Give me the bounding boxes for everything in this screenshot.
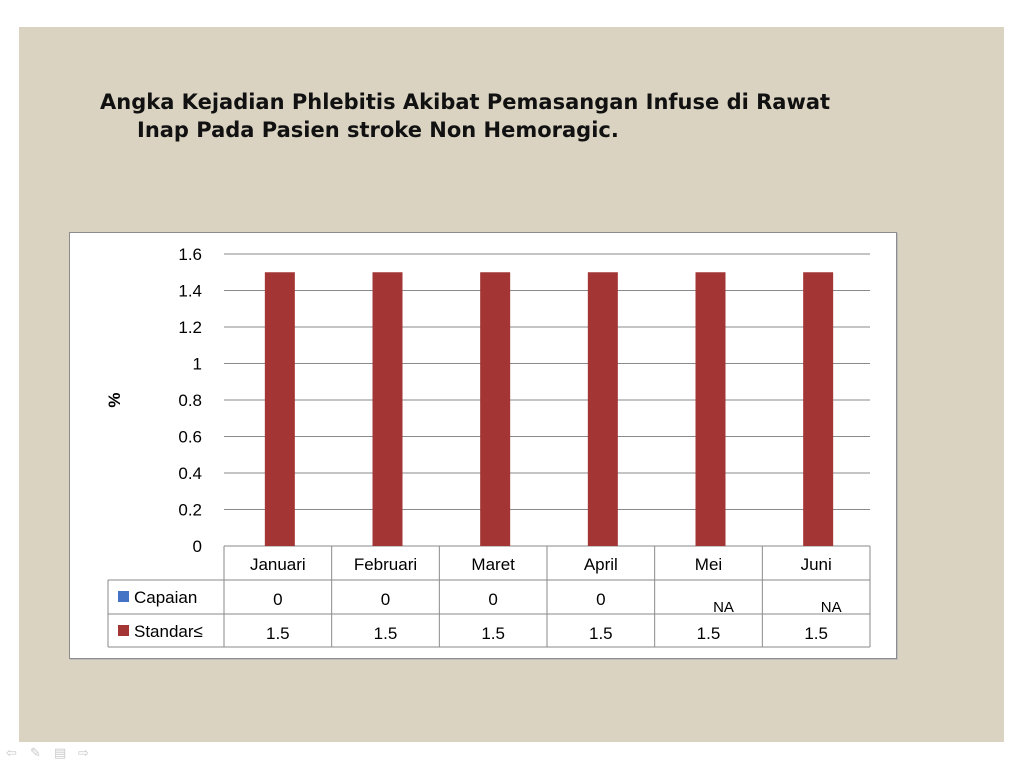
legend-label-capaian: Capaian	[134, 588, 198, 607]
data-table-value: 0	[596, 590, 606, 609]
category-label: Januari	[249, 555, 306, 574]
y-tick-label: 0.2	[178, 500, 202, 520]
bar-standar	[373, 272, 403, 546]
data-table-value: 1.5	[589, 624, 613, 643]
bar-standar	[480, 272, 510, 546]
arrow-right-icon[interactable]: ⇨	[78, 746, 89, 761]
data-table-value: NA	[820, 599, 842, 616]
category-label: Juni	[800, 555, 832, 574]
category-label: Februari	[353, 555, 418, 574]
pen-icon[interactable]: ✎	[30, 746, 41, 761]
arrow-left-icon[interactable]: ⇦	[6, 746, 17, 761]
y-tick-label: 1.6	[178, 245, 202, 264]
slideshow-controls	[0, 746, 110, 766]
category-label: Mei	[694, 555, 723, 574]
data-table-value: 1.5	[804, 624, 828, 643]
title-line-2: Inap Pada Pasien stroke Non Hemoragic.	[137, 118, 619, 142]
y-tick-label: 0.6	[178, 427, 202, 447]
data-table-value: 0	[488, 590, 498, 609]
legend-swatch-standar	[118, 625, 129, 636]
y-tick-label: 1.4	[178, 281, 202, 301]
bar-standar	[696, 272, 726, 546]
data-table-value: 0	[380, 590, 391, 609]
y-tick-label: 0.4	[178, 464, 202, 483]
data-table-value: 1.5	[481, 624, 505, 643]
category-label: Maret	[471, 555, 515, 574]
category-label: April	[583, 555, 618, 574]
bar-standar	[803, 272, 833, 546]
legend-swatch-capaian	[118, 591, 129, 602]
data-table-value: 1.5	[696, 624, 721, 643]
data-table-value: 1.5	[373, 624, 398, 643]
menu-icon[interactable]: ▤	[54, 746, 67, 761]
data-table-value: 0	[273, 590, 283, 609]
y-tick-label: 1.2	[178, 318, 202, 337]
data-table-value: 1.5	[266, 624, 290, 643]
bar-standar	[265, 272, 295, 546]
bar-standar	[588, 272, 618, 546]
y-tick-label: 0.8	[178, 391, 202, 410]
data-table-value: NA	[713, 599, 734, 616]
y-axis-label: %	[105, 392, 124, 408]
legend-label-standar: Standar≤	[134, 622, 203, 641]
title-line-1: Angka Kejadian Phlebitis Akibat Pemasangan Infuse di Rawat	[100, 90, 831, 114]
y-tick-label: 0	[192, 537, 202, 556]
y-tick-label: 1	[192, 354, 202, 374]
